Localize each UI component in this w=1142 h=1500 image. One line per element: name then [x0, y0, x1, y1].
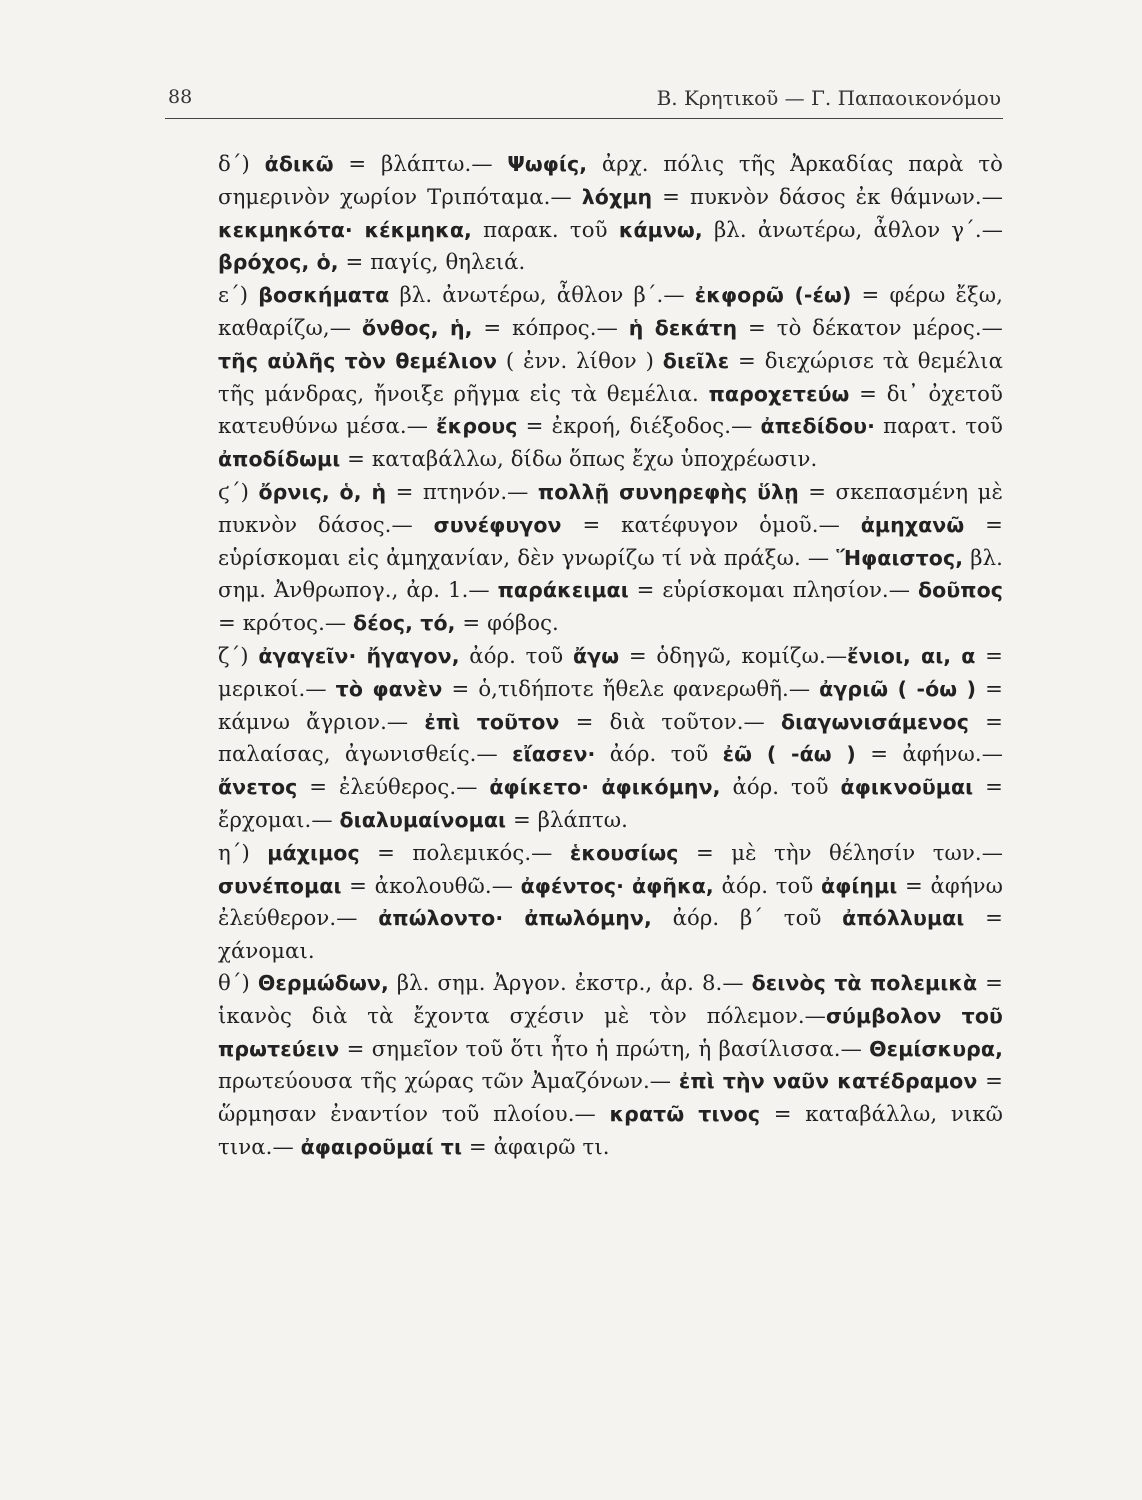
definition-text: = βλάπτω. — [506, 806, 628, 832]
definition-text: = ὁ,τιδήποτε ἤθελε φανερωθῆ.— — [442, 675, 820, 701]
headword: κρατῶ τινος — [609, 1102, 761, 1127]
headword: διαγωνισάμενος — [780, 709, 969, 734]
headword: ὄρνις, ὁ, ἡ — [258, 479, 387, 504]
definition-text: ( ἐνν. λίθον ) — [497, 347, 663, 373]
definition-text: = διεχώρισε τὰ θεμέλια τῆς μάνδρας, ἤνοιξε ρῆγμα εἰς τὰ θεμέλια. — [218, 347, 1004, 406]
glossary-paragraph — [218, 640, 1003, 837]
headword: Ἥφαιστος, — [836, 545, 964, 570]
definition-text: ἀόρ. τοῦ — [713, 872, 822, 898]
glossary-body — [218, 148, 1003, 1164]
headword: ἀφίημι — [821, 873, 898, 898]
headword: ἀφίκετο· ἀφικόμην, — [489, 775, 721, 800]
definition-text: παρατ. τοῦ — [875, 413, 1003, 439]
headword: ἔνιοι, αι, α — [847, 643, 976, 668]
headword: συνέπομαι — [218, 873, 342, 898]
definition-text: = χάνομαι. — [218, 905, 1003, 964]
definition-text: = κατέφυγον ὁμοῦ.— — [561, 511, 861, 537]
headword: ἀγαγεῖν· ἤγαγον, — [258, 643, 460, 668]
definition-text: = ἀκολουθῶ.— — [341, 872, 521, 898]
definition-text: = ἐκροή, διέξοδος.— — [517, 413, 761, 439]
headword: ὄνθος, ἡ, — [361, 315, 473, 340]
headword: πολλῇ συνηρεφὴς ὕλῃ — [537, 479, 799, 504]
definition-text: = κρότος.— — [218, 610, 354, 636]
definition-text: βλ. ἀνωτέρω, ἆθλον γ΄.— — [702, 216, 1003, 242]
headword: Θεμίσκυρα, — [869, 1036, 1003, 1061]
headword: σύμβολον τοῦ πρωτεύειν — [218, 1003, 1003, 1061]
running-head: Β. Κρητικοῦ — Γ. Παπαοικονόμου — [656, 86, 1001, 110]
definition-text: πρωτεύουσα τῆς χώρας τῶν Ἀμαζόνων.— — [218, 1068, 679, 1094]
headword: δεινὸς τὰ πολεμικὰ — [751, 970, 978, 995]
definition-text: = μερικοί.— — [218, 642, 1003, 701]
definition-text: = ἀφαιρῶ τι. — [462, 1133, 610, 1159]
definition-text: = ἐλεύθερος.— — [297, 774, 490, 800]
headword: ἀποδίδωμι — [218, 447, 341, 472]
headword: μάχιμος — [267, 840, 360, 865]
headword: τῆς αὐλῆς τὸν θεμέλιον — [218, 348, 498, 373]
definition-text: = φέρω ἔξω, καθαρίζω,— — [218, 282, 1003, 340]
definition-text: = ἔρχομαι.— — [218, 774, 1003, 832]
headword: εἴασεν· — [512, 742, 596, 767]
definition-text: = τὸ δέκατον μέρος.— — [737, 314, 1003, 340]
headword: ἀγριῶ ( -όω ) — [819, 676, 977, 701]
headword: ἀμηχανῶ — [860, 512, 965, 537]
definition-text: = φόβος. — [455, 610, 559, 636]
definition-text: ἀόρ. τοῦ — [595, 741, 723, 767]
headword: παράκειμαι — [497, 578, 629, 603]
definition-text: = κάμνω ἄγριον.— — [218, 675, 1003, 734]
definition-text: βλ. σημ. Ἀργον. ἐκστρ., ἀρ. 8.— — [388, 969, 752, 995]
definition-text: = σκεπασμένη μὲ πυκνὸν δάσος.— — [218, 478, 1003, 537]
headword: Ψωφίς, — [507, 152, 588, 176]
definition-text: = ὁδηγῶ, κομίζω.— — [619, 642, 848, 668]
headword: κάμνω, — [618, 217, 703, 242]
headword: διαλυμαίνομαι — [339, 807, 507, 832]
definition-text: = κόπρος.— — [472, 314, 629, 340]
headword: παροχετεύω — [708, 381, 850, 406]
definition-text: = πυκνὸν δάσος ἐκ θάμνων.— — [652, 183, 1003, 209]
definition-text: = εὑρίσκομαι πλησίον.— — [628, 577, 918, 603]
headword: δοῦπος — [917, 578, 1004, 603]
definition-text: ϛ΄) — [218, 478, 259, 504]
headword: ἀδικῶ — [264, 152, 334, 176]
definition-text: ἀρχ. πόλις τῆς Ἀρκαδίας παρὰ τὸ σημερινὸν χωρίον Τριπόταμα.— — [218, 151, 1003, 209]
headword: συνέφυγον — [433, 512, 562, 537]
headword: βρόχος, ὁ, — [218, 250, 339, 275]
headword: ἄγω — [572, 643, 620, 668]
definition-text: = παλαίσας, ἀγωνισθείς.— — [218, 708, 1003, 767]
headword: ἔκρους — [436, 414, 518, 439]
headword: ἀφικνοῦμαι — [840, 775, 974, 800]
headword: ἡ δεκάτη — [628, 315, 738, 340]
definition-text: = δι᾽ ὀχετοῦ κατευθύνω μέσα.— — [218, 380, 1003, 439]
definition-text: = εὑρίσκομαι εἰς ἀμηχανίαν, δὲν γνωρίζω τί νὰ πράξω. — — [218, 511, 1003, 570]
definition-text: = πολεμικός.— — [359, 839, 570, 865]
definition-text: = ἀφήνω ἐλεύθερον.— — [218, 872, 1003, 931]
definition-text: βλ. ἀνωτέρω, ἆθλον β΄.— — [389, 282, 695, 308]
definition-text: ζ΄) — [218, 642, 259, 668]
definition-text: = πτηνόν.— — [386, 478, 538, 504]
definition-text: = ὥρμησαν ἐναντίον τοῦ πλοίου.— — [218, 1068, 1003, 1127]
definition-text: = καταβάλλω, δίδω ὅπως ἔχω ὑποχρέωσιν. — [340, 446, 818, 472]
definition-text: ἀόρ. τοῦ — [720, 774, 841, 800]
page-number: 88 — [168, 86, 193, 108]
headword: διεῖλε — [662, 348, 730, 373]
definition-text: = ἀφήνω.— — [855, 741, 1003, 767]
headword: Θερμώδων, — [257, 970, 389, 995]
headword: ἀφαιροῦμαί τι — [300, 1134, 463, 1159]
headword: ἀφέντος· ἀφῆκα, — [520, 873, 714, 898]
glossary-paragraph — [218, 476, 1003, 640]
headword: βοσκήματα — [258, 283, 390, 308]
headword: ἀπεδίδου· — [760, 414, 875, 439]
headword: ἀπώλοντο· ἀπωλόμην, — [378, 906, 652, 931]
glossary-paragraph — [218, 148, 1003, 279]
definition-text: θ΄) — [218, 969, 258, 995]
headword: ἀπόλλυμαι — [842, 906, 965, 931]
glossary-paragraph — [218, 837, 1003, 967]
definition-text: = ἱκανὸς διὰ τὰ ἔχοντα σχέσιν μὲ τὸν πόλεμον.— — [218, 969, 1003, 1028]
headword: ἐκφορῶ (-έω) — [694, 283, 852, 308]
definition-text: ἀόρ. β΄ τοῦ — [651, 905, 843, 931]
definition-text: ε΄) — [218, 282, 259, 308]
headword: ἐπὶ τὴν ναῦν κατέδραμον — [678, 1069, 978, 1094]
definition-text: = σημεῖον τοῦ ὅτι ἦτο ἡ πρώτη, ἡ βασίλισσα.— — [339, 1035, 870, 1061]
definition-text: ἀόρ. τοῦ — [459, 642, 573, 668]
headword: λόχμη — [581, 184, 653, 209]
headword: ἐῶ ( -άω ) — [722, 742, 856, 767]
definition-text: δ΄) — [218, 151, 265, 176]
headword: τὸ φανὲν — [335, 676, 443, 701]
definition-text: = μὲ τὴν θέλησίν των.— — [678, 839, 1003, 865]
definition-text: = βλάπτω.— — [333, 151, 508, 176]
definition-text: παρακ. τοῦ — [471, 216, 619, 242]
glossary-paragraph — [218, 279, 1003, 476]
headword: δέος, τό, — [353, 611, 456, 636]
page-header — [165, 86, 1003, 119]
definition-text: = διὰ τοῦτον.— — [559, 708, 781, 734]
headword: ἄνετος — [218, 775, 298, 800]
definition-text: = παγίς, θηλειά. — [338, 249, 526, 275]
headword: κεκμηκότα· κέκμηκα, — [218, 217, 472, 242]
glossary-paragraph — [218, 967, 1003, 1164]
headword: ἑκουσίως — [569, 840, 679, 865]
headword: ἐπὶ τοῦτον — [424, 709, 560, 734]
definition-text: η΄) — [218, 839, 268, 865]
definition-text: βλ. σημ. Ἀνθρωπογ., ἀρ. 1.— — [218, 544, 1003, 603]
definition-text: = καταβάλλω, νικῶ τινα.— — [218, 1101, 1004, 1159]
